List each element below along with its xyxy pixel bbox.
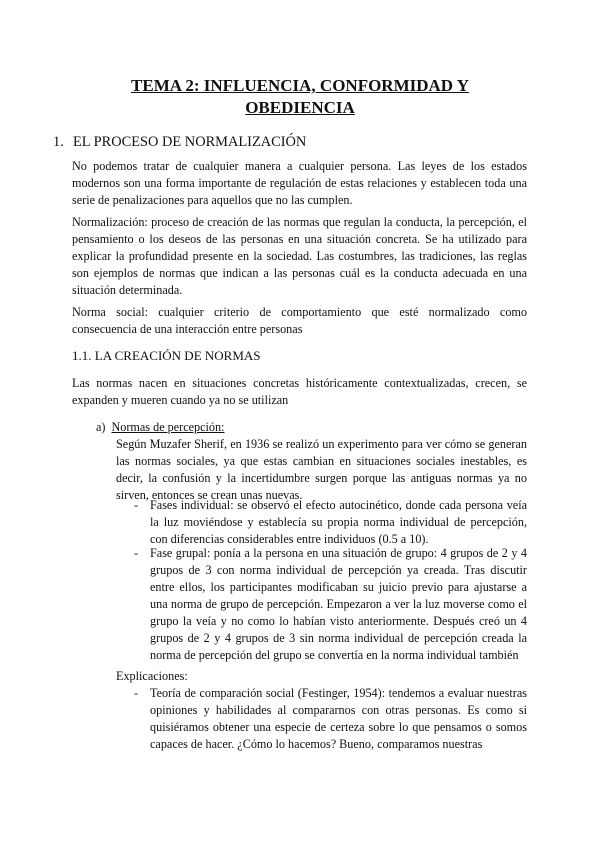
section-number: 1. (53, 134, 64, 150)
paragraph-normas-nacen: Las normas nacen en situaciones concretas históricamente contextualizadas, crecen, se expanden y mueren cuando ya no se utilizan (72, 376, 527, 407)
page-title (100, 75, 500, 119)
section-title: EL PROCESO DE NORMALIZACIÓN (73, 134, 307, 150)
bullet-dash: - (134, 498, 139, 512)
title-line-1: TEMA 2: INFLUENCIA, CONFORMIDAD Y (131, 76, 469, 95)
bullet-text: Fase grupal: ponía a la persona en una situación de grupo: 4 grupos de 2 y 4 grupos de 3 con norma individual de percepción ya creada. Tras discutir entre ellos, los participantes modificaban su juicio previo para ajustarse a una norma de grupo de percepción. Empezaron a ver la luz moverse como el grupo la veía y no como lo habían visto anteriormente. Después creó un 4 grupos de 2 y 4 grupos de 3 sin norma individual de percepción creada la norma de percepción del grupo se convertía en la norma individual también (150, 546, 527, 662)
bullet-dash: - (134, 686, 139, 700)
title-line-2: OBEDIENCIA (245, 98, 355, 117)
subsection-heading: 1.1. LA CREACIÓN DE NORMAS (72, 348, 261, 363)
list-item-label: Normas de percepción: (111, 420, 225, 434)
explicaciones-label: Explicaciones: (116, 669, 188, 683)
list-item-a (96, 419, 225, 436)
bullet-dash: - (134, 546, 139, 560)
list-marker: a) (96, 420, 106, 434)
bullet-text: Teoría de comparación social (Festinger, 1954): tendemos a evaluar nuestras opiniones y habilidades al compararnos con otras personas. Es como si quisiéramos obtener una especie de certeza sobre lo que pensamos o somos capaces de hacer. ¿Cómo lo hacemos? Bueno, comparamos nuestras (150, 686, 527, 751)
section-heading (53, 133, 306, 151)
bullet-item (134, 545, 527, 664)
bullet-text: Fases individual: se observó el efecto autocinético, donde cada persona veía la luz moviéndose y establecía su propia norma individual de percepción, con diferencias considerables entre individuos (0.5 a 10). (150, 498, 527, 546)
paragraph-sherif: Según Muzafer Sherif, en 1936 se realizó un experimento para ver cómo se generan las normas sociales, ya que estas cambian en situaciones sociales inestables, es decir, la confusión y la incertidumbre surgen porque las antiguas normas ya no sirven, entonces se crean unas nuevas. (116, 437, 527, 502)
paragraph-intro: No podemos tratar de cualquier manera a cualquier persona. Las leyes de los estados modernos son una forma importante de regulación de estas relaciones y establecen toda una serie de penalizaciones para aquellos que no las cumplen. (72, 159, 527, 207)
paragraph-norma-social: Norma social: cualquier criterio de comportamiento que esté normalizado como consecuencia de una interacción entre personas (72, 305, 527, 336)
bullet-item (134, 685, 527, 753)
bullet-item (134, 497, 527, 548)
paragraph-normalizacion: Normalización: proceso de creación de las normas que regulan la conducta, la percepción, el pensamiento o los deseos de las personas en una situación concreta. Se ha utilizado para explicar la profundidad presente en la sociedad. Las costumbres, las tradiciones, las reglas son ejemplos de normas que indican a las personas cuál es la conducta adecuada en una situación determinada. (72, 215, 527, 297)
